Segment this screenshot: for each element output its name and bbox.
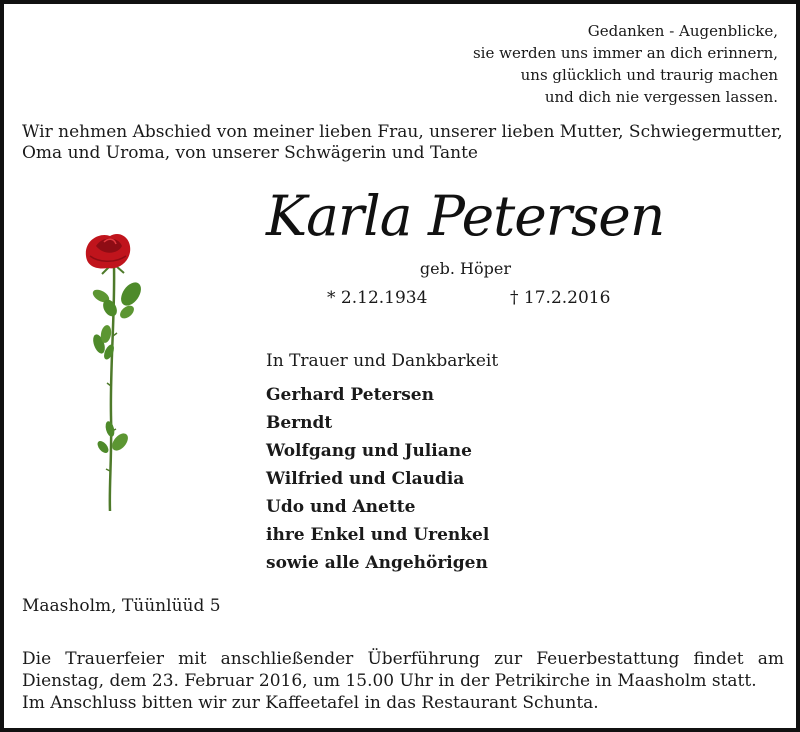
death-date: † 17.2.2016 xyxy=(510,288,611,308)
poem-line: und dich nie vergessen lassen. xyxy=(544,88,778,106)
mourner-name: Gerhard Petersen xyxy=(266,385,434,405)
poem-line: Gedanken - Augenblicke, xyxy=(587,22,778,40)
birth-date: * 2.12.1934 xyxy=(327,288,428,308)
maiden-name: geb. Höper xyxy=(419,259,511,278)
mourner-name: Wilfried und Claudia xyxy=(266,469,465,489)
mourner-name: ihre Enkel und Urenkel xyxy=(266,525,490,545)
mourner-name: Wolfgang und Juliane xyxy=(266,441,472,461)
mourner-name: sowie alle Angehörigen xyxy=(266,553,488,573)
deceased-name: Karla Petersen xyxy=(266,184,665,248)
poem-line: sie werden uns immer an dich erinnern, xyxy=(472,44,778,62)
rose-icon xyxy=(74,226,154,516)
farewell-intro: Wir nehmen Abschied von meiner lieben Frau, unserer lieben Mutter, Schwiegermutter, Oma und Uroma, von unserer Schwägerin und Tante xyxy=(22,122,783,163)
poem-line: uns glücklich und traurig machen xyxy=(520,66,778,84)
mourners-list xyxy=(266,381,489,577)
address: Maasholm, Tüünlüüd 5 xyxy=(22,596,221,616)
funeral-info xyxy=(22,648,784,714)
mourning-intro: In Trauer und Dankbarkeit xyxy=(266,351,499,371)
poem xyxy=(473,20,778,108)
reception-text: Im Anschluss bitten wir zur Kaffeetafel in das Restaurant Schunta. xyxy=(22,693,599,713)
mourner-name: Berndt xyxy=(266,413,333,433)
funeral-text: Die Trauerfeier mit anschließender Überführung zur Feuerbestattung findet am Dienstag, dem 23. Februar 2016, um 15.00 Uhr in der Petrikirche in Maasholm statt. xyxy=(22,649,784,691)
mourner-name: Udo und Anette xyxy=(266,497,416,517)
